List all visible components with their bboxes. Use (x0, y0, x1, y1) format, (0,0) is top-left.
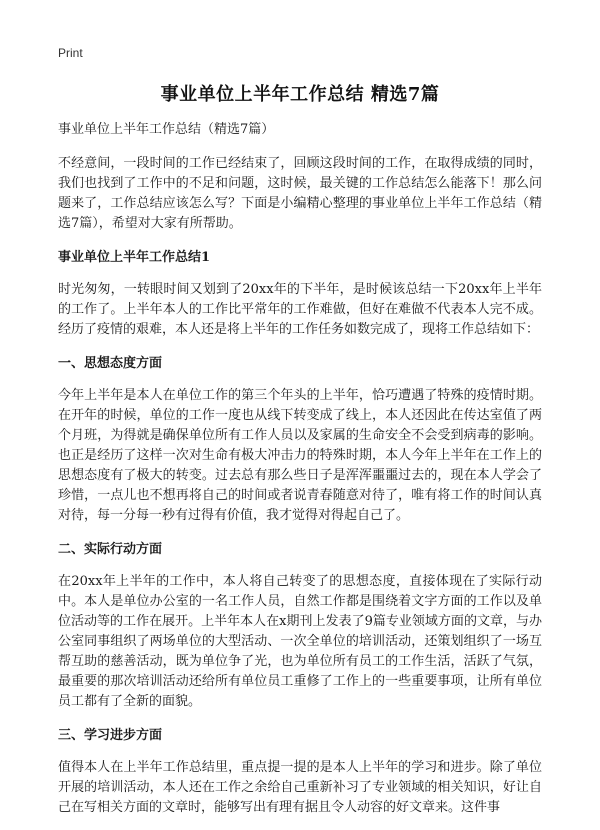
action-paragraph: 在20xx年上半年的工作中，本人将自己转变了的思想态度，直接体现在了实际行动中。本人是单位办公室的一名工作人员，自然工作都是围绕着文字方面的工作以及单位活动等的工作在展开。上半年本人在x期刊上发表了9篇专业领域方面的文章，与办公室同事组织了两场单位的大型活动、一次全单位的培训活动，还策划组织了一场互帮互助的慈善活动，既为单位争了光，也为单位所有员工的工作生活，活跃了气氛，最重要的那次培训活动还给所有单位员工重修了工作上的一些重要事项，让所有单位员工都有了全新的面貌。 (58, 574, 542, 709)
learning-paragraph: 值得本人在上半年工作总结里，重点提一提的是本人上半年的学习和进步。除了单位开展的培训活动，本人还在工作之余给自己重新补习了专业领域的相关知识，好让自己在写相关方面的文章时，能够写出有理有据且令人动容的好文章来。这件事 (58, 760, 542, 815)
article-body (58, 120, 542, 830)
subheading-action: 二、实际行动方面 (58, 542, 163, 557)
page-title: 事业单位上半年工作总结 精选7篇 (160, 84, 440, 105)
print-label[interactable]: Print (58, 46, 83, 60)
article-subtitle: 事业单位上半年工作总结（精选7篇） (58, 122, 275, 137)
subheading-learning: 三、学习进步方面 (58, 728, 163, 743)
subheading-attitude: 一、思想态度方面 (58, 356, 163, 371)
section-1-paragraph: 时光匆匆，一转眼时间又划到了20xx年的下半年，是时候该总结一下20xx年上半年的工作了。上半年本人的工作比平常年的工作难做，但好在难做不代表本人完不成。经历了疫情的艰难，本人还是将上半年的工作任务如数完成了，现将工作总结如下： (58, 282, 542, 337)
intro-paragraph: 不经意间，一段时间的工作已经结束了，回顾这段时间的工作，在取得成绩的同时，我们也找到了工作中的不足和问题，这时候，最关键的工作总结怎么能落下！那么问题来了，工作总结应该怎么写？下面是小编精心整理的事业单位上半年工作总结（精选7篇），希望对大家有所帮助。 (58, 156, 542, 231)
attitude-paragraph: 今年上半年是本人在单位工作的第三个年头的上半年，恰巧遭遇了特殊的疫情时期。在开年的时候，单位的工作一度也从线下转变成了线上，本人还因此在传达室值了两个月班，为得就是确保单位所有工作人员以及家属的生命安全不会受到病毒的影响。也正是经历了这样一次对生命有极大冲击力的特殊时期，本人今年上半年在工作上的思想态度有了极大的转变。过去总有那么些日子是浑浑噩噩过去的，现在本人学会了珍惜，一点儿也不想再将自己的时间或者说青春随意对待了，唯有将工作的时间认真对待，每一分每一秒有过得有价值，我才觉得对得起自己了。 (58, 388, 542, 523)
section-heading-1: 事业单位上半年工作总结1 (58, 250, 211, 265)
